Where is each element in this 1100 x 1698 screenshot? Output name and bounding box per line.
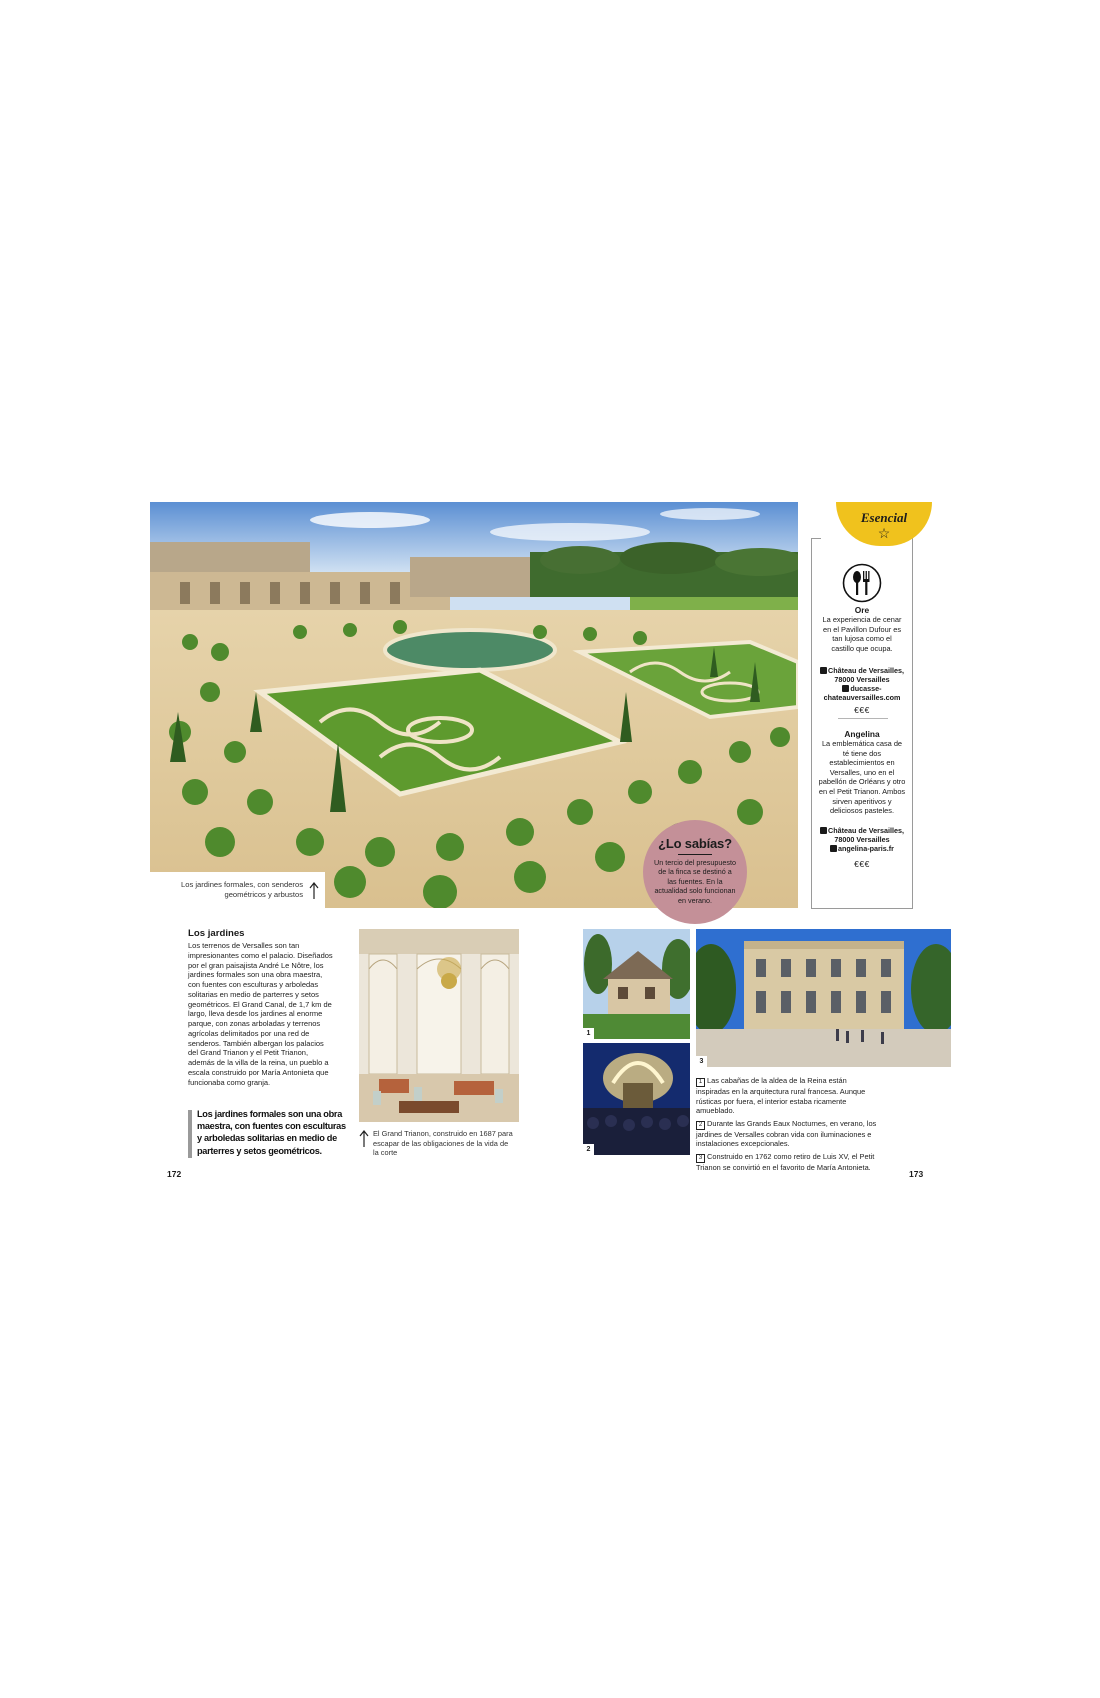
- did-you-know-text: Un tercio del presupuesto de la finca se destinó a las fuentes. En la actualidad solo funcionan en verano.: [654, 858, 736, 905]
- did-you-know-badge: [643, 820, 747, 924]
- sidebar-divider: [838, 718, 888, 719]
- page-number-right: 173: [909, 1169, 924, 1179]
- page-number-left: 172: [167, 1169, 182, 1179]
- did-you-know-title: ¿Lo sabías?: [658, 836, 732, 851]
- place-desc-angelina: La emblemática casa de té tiene dos establecimientos en Versalles, uno en el pabellón de Orléans y otro en el Petit Trianon. Ambos sirven aperitivos y deliciosos pasteles.: [818, 739, 906, 816]
- caption-item: [696, 1152, 882, 1173]
- quote-bar: [188, 1110, 192, 1158]
- photo-number: 1: [583, 1028, 594, 1039]
- place-price-angelina: €€€: [854, 859, 870, 869]
- place-web-ore[interactable]: [814, 684, 910, 702]
- arrow-up-icon: [309, 882, 319, 900]
- caption-number: 2: [696, 1121, 705, 1130]
- section-title: Los jardines: [188, 928, 245, 939]
- location-icon: [820, 667, 827, 674]
- section-body: Los terrenos de Versalles son tan impresionantes como el palacio. Diseñados por el gran paisajista André Le Nôtre, los jardines formales son una obra maestra, con fuentes con esculturas y arboledas solitarias en medio de parterres y setos geométricos. El Grand Canal, de 1,7 km de largo, lleva desde los jardines al enorme parque, con zonas arboladas y terrenos agrícolas delimitados por una red de senderos. También albergan los palacios del Grand Trianon y el Petit Trianon, además de la villa de la reina, un pueblo a escala construido por María Antonieta que funcionaba como granja.: [188, 941, 333, 1087]
- esencial-label: Esencial: [860, 510, 908, 525]
- caption-text: Construido en 1762 como retiro de Luis XV, el Petit Trianon se convirtió en el favorito de María Antonieta.: [696, 1151, 875, 1172]
- photo-captions: [696, 1076, 882, 1176]
- photo-number: 3: [696, 1056, 707, 1067]
- place-web-ore-text[interactable]: ducasse-chateauversailles.com: [823, 684, 901, 702]
- web-icon: [830, 845, 837, 852]
- did-you-know-rule: [678, 854, 712, 855]
- place-name-angelina: Angelina: [844, 729, 880, 739]
- petit-trianon-photo: [696, 929, 951, 1067]
- place-web-angelina-text[interactable]: angelina-paris.fr: [838, 844, 894, 853]
- place-web-angelina[interactable]: [814, 844, 910, 853]
- caption-number: 3: [696, 1154, 705, 1163]
- web-icon: [842, 685, 849, 692]
- place-desc-ore: La experiencia de cenar en el Pavillon Dufour es tan lujosa como el castillo que ocupa.: [822, 615, 902, 653]
- place-address-angelina-text: Château de Versailles, 78000 Versailles: [828, 826, 904, 844]
- hero-caption-box: [150, 872, 325, 910]
- caption-text: Las cabañas de la aldea de la Reina están inspiradas en la arquitectura rural francesa. Aunque rústicas por fuera, el interior estaba ricamente amueblado.: [696, 1076, 866, 1116]
- place-address-angelina: [814, 826, 910, 844]
- esencial-tab: [836, 502, 932, 546]
- interior-caption: El Grand Trianon, construido en 1687 para escapar de las obligaciones de la vida de la corte: [373, 1129, 513, 1158]
- cutlery-icon: [842, 563, 882, 603]
- grand-trianon-interior-photo: [359, 929, 519, 1122]
- night-fountain-photo: [583, 1043, 690, 1155]
- caption-text: Durante las Grands Eaux Nocturnes, en verano, los jardines de Versalles cobran vida con iluminaciones e instalaciones excepcionales.: [696, 1118, 877, 1149]
- photo-number: 2: [583, 1144, 594, 1155]
- star-icon: ☆: [877, 525, 891, 541]
- place-address-ore: [814, 666, 910, 684]
- pull-quote: Los jardines formales son una obra maestra, con fuentes con esculturas y arboledas solitarias en medio de parterres y setos geométricos.: [197, 1109, 346, 1156]
- caption-item: [696, 1076, 882, 1116]
- hero-caption: Los jardines formales, con senderos geométricos y arbustos: [181, 880, 303, 899]
- place-name-ore: Ore: [854, 605, 870, 615]
- place-address-ore-text: Château de Versailles, 78000 Versailles: [828, 666, 904, 684]
- location-icon: [820, 827, 827, 834]
- queens-hamlet-photo: [583, 929, 690, 1039]
- caption-number: 1: [696, 1078, 705, 1087]
- place-price-ore: €€€: [854, 705, 870, 715]
- caption-item: [696, 1119, 882, 1149]
- arrow-up-icon: [359, 1130, 369, 1148]
